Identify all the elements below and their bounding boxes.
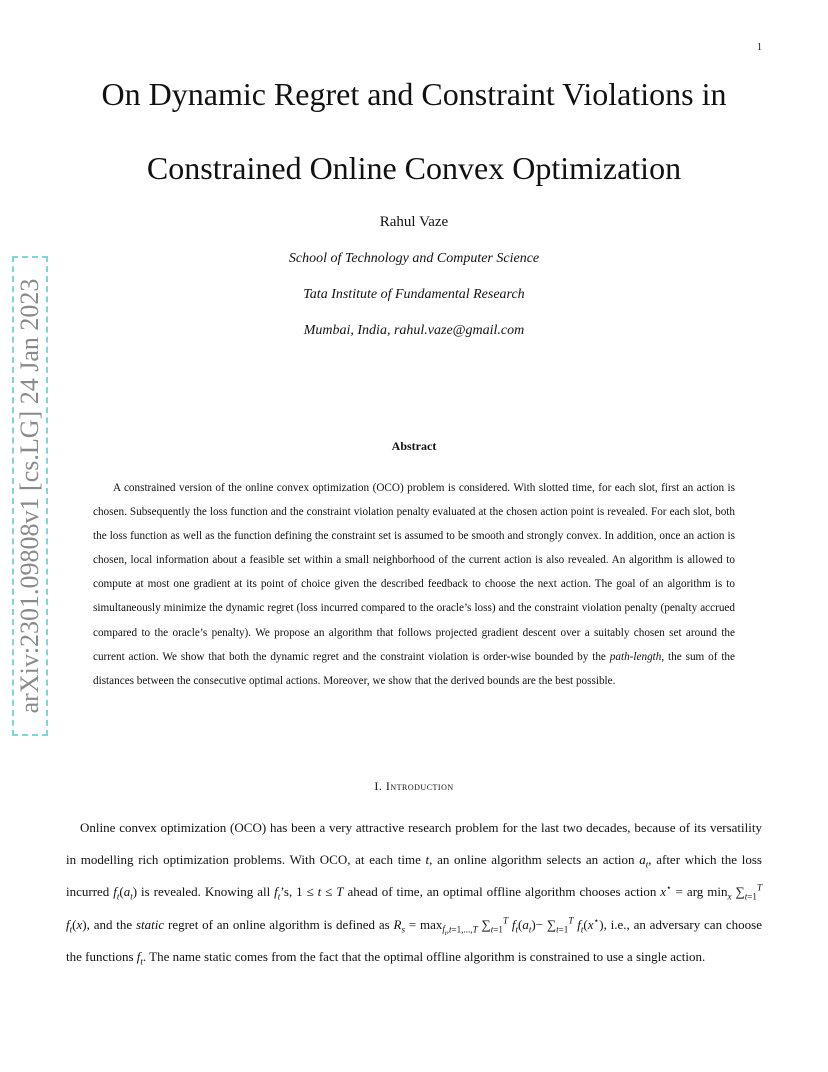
math-ft: $f_t$ (136, 948, 143, 967)
math-ft-at: $f_t(a_t)$ (113, 884, 138, 902)
abstract-italic-term: path-length (609, 650, 662, 663)
intro-text: regret of an online algorithm is defined as (164, 916, 394, 932)
abstract-body (93, 476, 735, 693)
math-a-t: $a_t$ (639, 852, 649, 870)
section-heading-introduction (0, 779, 828, 794)
affiliation-line-2: Tata Institute of Fundamental Research (303, 287, 525, 302)
affiliation-line-1: School of Technology and Computer Science (288, 251, 540, 266)
abstract-heading: Abstract (391, 439, 437, 453)
abstract-text-part-1: A constrained version of the online convex optimization (OCO) problem is considered. With slotted time, for each slot, first an action is chosen. Subsequently the loss function and the constraint violation penalty evaluated at the chosen action point is revealed. For each slot, both the loss function as well as the function defining the constraint set is assumed to be smooth and strongly convex. In addition, once an action is chosen, local information about a feasible set within a small neighborhood of the current action is also revealed. An algorithm is allowed to compute at most one gradient at its point of choice given the described feedback to choose the next action. The goal of an algorithm is to simultaneously minimize the dynamic regret (loss incurred compared to the oracle’s loss) and the constraint violation penalty (penalty accrued compared to the oracle’s penalty). We propose an algorithm that follows projected gradient descent over a suitably chosen set around the current action. We show that both the dynamic regret and the constraint violation is order-wise bounded by the (93, 482, 735, 663)
intro-text: Online convex optimization (OCO) has been a very attractive research problem for the last two decades, because of its versatility in modelling rich optimization problems. With OCO, at each time (66, 820, 762, 868)
paper-title-line-2: Constrained Online Convex Optimization (146, 150, 682, 186)
affiliation-line-3: Mumbai, India, rahul.vaze@gmail.com (303, 323, 525, 338)
intro-text: , and the (86, 916, 136, 932)
author-name: Rahul Vaze (379, 214, 449, 230)
math-ft: $f_t$ (274, 884, 281, 902)
intro-text: ahead of time, an optimal offline algorithm chooses action (343, 884, 661, 900)
math-x-star-argmin: x⋆ = arg $\min_x \sum_{t=1}^T$ $f_t(x)$ (66, 883, 762, 935)
intro-text: , an online algorithm selects an action (429, 852, 640, 868)
intro-italic-static: static (136, 916, 165, 932)
introduction-paragraph (66, 812, 762, 973)
intro-text: , i.e., an adversary can choose the functions (66, 916, 762, 964)
paper-title-line-1: On Dynamic Regret and Constraint Violations in (101, 76, 727, 112)
math-var-t: t (425, 852, 430, 868)
intro-text: , after which the loss incurred (66, 852, 762, 900)
page-number: 1 (757, 42, 762, 53)
intro-text: is revealed. Knowing all (137, 884, 275, 900)
math-static-regret: $R_s = \max_{f_t,t=1,...,T} \sum_{t=1}^T$ $f_t(a_t)- \sum_{t=1}^T$ $f_t(x^⋆)$ (393, 915, 604, 938)
intro-text: ’s, (280, 884, 297, 900)
math-range-t: 1 ≤ t ≤ T (296, 884, 344, 900)
section-title: Introduction (385, 779, 454, 793)
intro-text: . The name static comes from the fact that the optimal offline algorithm is constrained to use a single action. (142, 948, 706, 964)
abstract-text-part-2: , the sum of the distances between the consecutive optimal actions. Moreover, we show that the derived bounds are the best possible. (93, 650, 735, 687)
arxiv-watermark: arXiv:2301.09808v1 [cs.LG] 24 Jan 2023 (15, 278, 44, 714)
section-number: I. (374, 779, 386, 793)
